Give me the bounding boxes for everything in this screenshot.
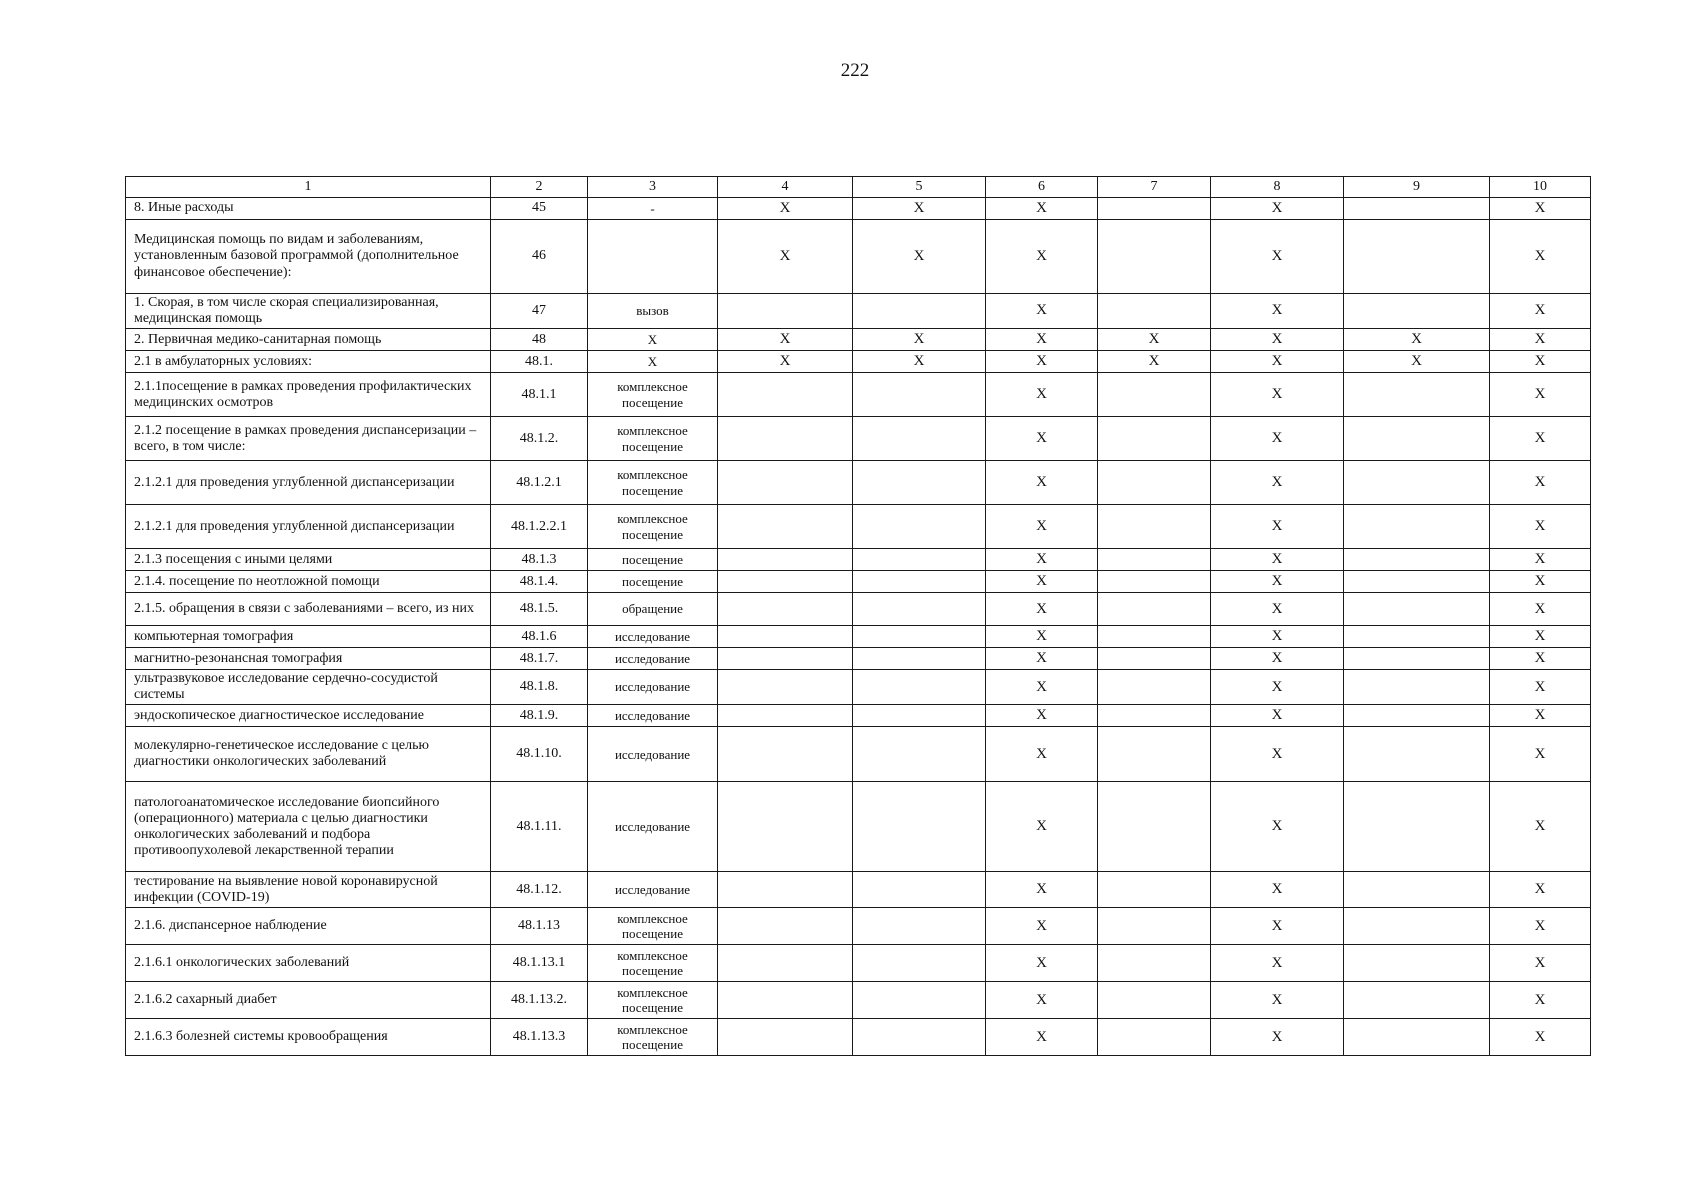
row-col8-cell: X [1211, 351, 1344, 373]
column-header: 9 [1344, 177, 1490, 198]
row-unit-cell: комплексное посещение [588, 373, 718, 417]
row-unit-cell: исследование [588, 727, 718, 782]
column-header: 1 [126, 177, 491, 198]
row-col4-cell [718, 373, 853, 417]
row-col4-cell: X [718, 351, 853, 373]
table-row [126, 373, 1591, 417]
row-col10-cell: X [1490, 670, 1591, 705]
table-row [126, 351, 1591, 373]
row-unit-cell: комплексное посещение [588, 505, 718, 549]
row-col8-cell: X [1211, 782, 1344, 872]
row-col4-cell [718, 670, 853, 705]
row-name-cell: 2.1.6. диспансерное наблюдение [126, 908, 491, 945]
row-col7-cell [1098, 908, 1211, 945]
row-col7-cell: X [1098, 329, 1211, 351]
row-code-cell: 48.1.9. [491, 705, 588, 727]
row-col10-cell: X [1490, 198, 1591, 220]
row-code-cell: 48.1.6 [491, 626, 588, 648]
row-col10-cell: X [1490, 417, 1591, 461]
row-col5-cell [853, 670, 986, 705]
row-col10-cell: X [1490, 782, 1591, 872]
row-col9-cell [1344, 782, 1490, 872]
row-col7-cell [1098, 461, 1211, 505]
table-row [126, 198, 1591, 220]
row-col6-cell: X [986, 648, 1098, 670]
row-col6-cell: X [986, 571, 1098, 593]
row-col6-cell: X [986, 351, 1098, 373]
row-col5-cell [853, 982, 986, 1019]
row-col5-cell: X [853, 329, 986, 351]
row-code-cell: 46 [491, 220, 588, 294]
row-col6-cell: X [986, 782, 1098, 872]
row-col7-cell [1098, 505, 1211, 549]
row-col9-cell [1344, 626, 1490, 648]
row-col8-cell: X [1211, 727, 1344, 782]
row-col10-cell: X [1490, 351, 1591, 373]
row-code-cell: 48.1. [491, 351, 588, 373]
row-col6-cell: X [986, 329, 1098, 351]
row-col7-cell [1098, 727, 1211, 782]
row-col10-cell: X [1490, 461, 1591, 505]
row-col6-cell: X [986, 593, 1098, 626]
table-row [126, 505, 1591, 549]
row-col4-cell [718, 593, 853, 626]
row-name-cell: молекулярно-генетическое исследование с целью диагностики онкологических заболеваний [126, 727, 491, 782]
row-col10-cell: X [1490, 593, 1591, 626]
row-col9-cell: X [1344, 351, 1490, 373]
row-col8-cell: X [1211, 571, 1344, 593]
row-col8-cell: X [1211, 670, 1344, 705]
row-col6-cell: X [986, 670, 1098, 705]
table-row [126, 782, 1591, 872]
row-col8-cell: X [1211, 329, 1344, 351]
row-code-cell: 48.1.5. [491, 593, 588, 626]
table-row [126, 982, 1591, 1019]
table-row [126, 571, 1591, 593]
row-col9-cell [1344, 505, 1490, 549]
row-col10-cell: X [1490, 373, 1591, 417]
row-col8-cell: X [1211, 505, 1344, 549]
row-col5-cell [853, 1019, 986, 1056]
row-col5-cell [853, 461, 986, 505]
row-name-cell: 2. Первичная медико-санитарная помощь [126, 329, 491, 351]
table-row [126, 417, 1591, 461]
row-name-cell: 8. Иные расходы [126, 198, 491, 220]
row-col9-cell [1344, 945, 1490, 982]
row-col5-cell [853, 505, 986, 549]
page-number: 222 [840, 60, 870, 81]
column-header: 10 [1490, 177, 1591, 198]
row-name-cell: ультразвуковое исследование сердечно-сосудистой системы [126, 670, 491, 705]
row-unit-cell: посещение [588, 549, 718, 571]
row-col4-cell [718, 505, 853, 549]
table-row [126, 872, 1591, 908]
row-code-cell: 48.1.8. [491, 670, 588, 705]
row-name-cell: 2.1.2.1 для проведения углубленной диспансеризации [126, 461, 491, 505]
row-col9-cell [1344, 872, 1490, 908]
row-name-cell: компьютерная томография [126, 626, 491, 648]
row-unit-cell: исследование [588, 648, 718, 670]
row-unit-cell: X [588, 329, 718, 351]
row-col10-cell: X [1490, 648, 1591, 670]
row-name-cell: 2.1.6.3 болезней системы кровообращения [126, 1019, 491, 1056]
row-code-cell: 48.1.13.1 [491, 945, 588, 982]
row-col6-cell: X [986, 727, 1098, 782]
row-col9-cell [1344, 1019, 1490, 1056]
row-col10-cell: X [1490, 505, 1591, 549]
row-col7-cell [1098, 626, 1211, 648]
row-col4-cell [718, 1019, 853, 1056]
table-header-row [126, 177, 1591, 198]
row-col6-cell: X [986, 872, 1098, 908]
column-header: 4 [718, 177, 853, 198]
row-col7-cell [1098, 872, 1211, 908]
row-col9-cell [1344, 373, 1490, 417]
row-col9-cell [1344, 908, 1490, 945]
row-col5-cell [853, 373, 986, 417]
table-row [126, 329, 1591, 351]
row-col8-cell: X [1211, 626, 1344, 648]
row-col6-cell: X [986, 626, 1098, 648]
row-unit-cell: X [588, 351, 718, 373]
row-col4-cell: X [718, 220, 853, 294]
data-table [125, 176, 1591, 1056]
row-col7-cell [1098, 945, 1211, 982]
row-col9-cell [1344, 670, 1490, 705]
row-unit-cell: комплексное посещение [588, 1019, 718, 1056]
row-unit-cell: комплексное посещение [588, 908, 718, 945]
row-name-cell: 2.1.3 посещения с иными целями [126, 549, 491, 571]
row-name-cell: эндоскопическое диагностическое исследование [126, 705, 491, 727]
row-col8-cell: X [1211, 461, 1344, 505]
row-col6-cell: X [986, 373, 1098, 417]
row-code-cell: 48.1.12. [491, 872, 588, 908]
row-col5-cell: X [853, 351, 986, 373]
row-col10-cell: X [1490, 945, 1591, 982]
table-row [126, 461, 1591, 505]
row-col10-cell: X [1490, 908, 1591, 945]
table-row [126, 626, 1591, 648]
row-col6-cell: X [986, 417, 1098, 461]
row-col8-cell: X [1211, 648, 1344, 670]
row-name-cell: 2.1.5. обращения в связи с заболеваниями – всего, из них [126, 593, 491, 626]
row-unit-cell [588, 220, 718, 294]
column-header: 5 [853, 177, 986, 198]
row-col5-cell [853, 626, 986, 648]
row-col6-cell: X [986, 294, 1098, 329]
column-header: 8 [1211, 177, 1344, 198]
row-col4-cell [718, 982, 853, 1019]
row-col10-cell: X [1490, 705, 1591, 727]
row-code-cell: 48.1.4. [491, 571, 588, 593]
row-unit-cell: исследование [588, 782, 718, 872]
table-row [126, 549, 1591, 571]
row-col7-cell [1098, 220, 1211, 294]
row-unit-cell: комплексное посещение [588, 461, 718, 505]
column-header: 6 [986, 177, 1098, 198]
row-col5-cell: X [853, 220, 986, 294]
row-col5-cell [853, 417, 986, 461]
row-col6-cell: X [986, 705, 1098, 727]
row-col9-cell [1344, 982, 1490, 1019]
row-col8-cell: X [1211, 593, 1344, 626]
row-col6-cell: X [986, 945, 1098, 982]
row-code-cell: 48.1.3 [491, 549, 588, 571]
row-col9-cell [1344, 727, 1490, 782]
row-col5-cell [853, 549, 986, 571]
row-col6-cell: X [986, 549, 1098, 571]
row-col6-cell: X [986, 505, 1098, 549]
table-row [126, 593, 1591, 626]
row-col4-cell [718, 872, 853, 908]
row-col5-cell [853, 908, 986, 945]
row-col6-cell: X [986, 1019, 1098, 1056]
table-row [126, 727, 1591, 782]
row-code-cell: 48.1.13 [491, 908, 588, 945]
row-col8-cell: X [1211, 1019, 1344, 1056]
row-col5-cell [853, 571, 986, 593]
row-unit-cell: исследование [588, 872, 718, 908]
row-col4-cell [718, 461, 853, 505]
row-col4-cell [718, 571, 853, 593]
row-col8-cell: X [1211, 549, 1344, 571]
row-name-cell: тестирование на выявление новой коронавирусной инфекции (COVID-19) [126, 872, 491, 908]
row-col6-cell: X [986, 461, 1098, 505]
row-col9-cell [1344, 294, 1490, 329]
row-col8-cell: X [1211, 872, 1344, 908]
row-col4-cell: X [718, 198, 853, 220]
row-col9-cell [1344, 461, 1490, 505]
row-col4-cell [718, 945, 853, 982]
row-col8-cell: X [1211, 220, 1344, 294]
row-col4-cell [718, 648, 853, 670]
row-col8-cell: X [1211, 373, 1344, 417]
row-col4-cell [718, 727, 853, 782]
row-col4-cell [718, 705, 853, 727]
row-code-cell: 48.1.2. [491, 417, 588, 461]
row-col10-cell: X [1490, 872, 1591, 908]
row-col10-cell: X [1490, 220, 1591, 294]
row-col6-cell: X [986, 198, 1098, 220]
row-col9-cell [1344, 593, 1490, 626]
row-col4-cell [718, 294, 853, 329]
row-col8-cell: X [1211, 417, 1344, 461]
row-name-cell: 2.1.6.2 сахарный диабет [126, 982, 491, 1019]
row-col7-cell [1098, 705, 1211, 727]
row-col7-cell: X [1098, 351, 1211, 373]
row-col7-cell [1098, 373, 1211, 417]
row-col6-cell: X [986, 908, 1098, 945]
row-col10-cell: X [1490, 727, 1591, 782]
row-col10-cell: X [1490, 982, 1591, 1019]
row-col7-cell [1098, 593, 1211, 626]
row-col5-cell [853, 872, 986, 908]
row-col5-cell [853, 945, 986, 982]
row-unit-cell: комплексное посещение [588, 982, 718, 1019]
row-col5-cell [853, 782, 986, 872]
row-code-cell: 45 [491, 198, 588, 220]
row-col9-cell [1344, 705, 1490, 727]
row-col10-cell: X [1490, 626, 1591, 648]
table-body [126, 198, 1591, 1056]
row-col7-cell [1098, 417, 1211, 461]
row-name-cell: 2.1.1посещение в рамках проведения профилактических медицинских осмотров [126, 373, 491, 417]
row-col9-cell [1344, 571, 1490, 593]
row-unit-cell: исследование [588, 705, 718, 727]
row-col10-cell: X [1490, 549, 1591, 571]
row-code-cell: 48.1.11. [491, 782, 588, 872]
row-col7-cell [1098, 670, 1211, 705]
row-name-cell: 1. Скорая, в том числе скорая специализированная, медицинская помощь [126, 294, 491, 329]
column-header: 2 [491, 177, 588, 198]
row-name-cell: 2.1.2 посещение в рамках проведения диспансеризации – всего, в том числе: [126, 417, 491, 461]
row-code-cell: 48.1.7. [491, 648, 588, 670]
row-code-cell: 48.1.2.2.1 [491, 505, 588, 549]
row-col10-cell: X [1490, 1019, 1591, 1056]
row-code-cell: 48.1.1 [491, 373, 588, 417]
row-col4-cell [718, 626, 853, 648]
row-col4-cell [718, 549, 853, 571]
row-col7-cell [1098, 782, 1211, 872]
table-row [126, 908, 1591, 945]
table-row [126, 670, 1591, 705]
row-col9-cell [1344, 198, 1490, 220]
row-code-cell: 48.1.10. [491, 727, 588, 782]
row-col5-cell [853, 294, 986, 329]
row-name-cell: 2.1 в амбулаторных условиях: [126, 351, 491, 373]
row-col4-cell [718, 417, 853, 461]
table-row [126, 1019, 1591, 1056]
row-col8-cell: X [1211, 945, 1344, 982]
table-row [126, 220, 1591, 294]
row-col5-cell [853, 705, 986, 727]
table-row [126, 705, 1591, 727]
row-col7-cell [1098, 1019, 1211, 1056]
row-col9-cell [1344, 648, 1490, 670]
row-col5-cell [853, 648, 986, 670]
row-col8-cell: X [1211, 705, 1344, 727]
table-row [126, 294, 1591, 329]
row-col7-cell [1098, 982, 1211, 1019]
row-col5-cell [853, 593, 986, 626]
row-code-cell: 48.1.13.2. [491, 982, 588, 1019]
table-row [126, 945, 1591, 982]
row-unit-cell: исследование [588, 670, 718, 705]
row-col8-cell: X [1211, 982, 1344, 1019]
row-unit-cell: вызов [588, 294, 718, 329]
row-col10-cell: X [1490, 329, 1591, 351]
row-unit-cell: посещение [588, 571, 718, 593]
row-col8-cell: X [1211, 908, 1344, 945]
row-col9-cell [1344, 220, 1490, 294]
column-header: 7 [1098, 177, 1211, 198]
row-col9-cell [1344, 417, 1490, 461]
row-name-cell: 2.1.2.1 для проведения углубленной диспансеризации [126, 505, 491, 549]
row-unit-cell: исследование [588, 626, 718, 648]
row-col4-cell: X [718, 329, 853, 351]
row-col8-cell: X [1211, 294, 1344, 329]
row-name-cell: Медицинская помощь по видам и заболеваниям, установленным базовой программой (дополнительное финансовое обеспечение): [126, 220, 491, 294]
row-name-cell: 2.1.6.1 онкологических заболеваний [126, 945, 491, 982]
row-col6-cell: X [986, 220, 1098, 294]
row-col8-cell: X [1211, 198, 1344, 220]
row-code-cell: 48.1.13.3 [491, 1019, 588, 1056]
table-row [126, 648, 1591, 670]
row-col7-cell [1098, 648, 1211, 670]
row-col7-cell [1098, 571, 1211, 593]
row-col10-cell: X [1490, 571, 1591, 593]
row-col9-cell: X [1344, 329, 1490, 351]
column-header: 3 [588, 177, 718, 198]
row-col5-cell [853, 727, 986, 782]
row-code-cell: 48.1.2.1 [491, 461, 588, 505]
row-col10-cell: X [1490, 294, 1591, 329]
row-col6-cell: X [986, 982, 1098, 1019]
row-unit-cell: комплексное посещение [588, 417, 718, 461]
row-unit-cell: комплексное посещение [588, 945, 718, 982]
row-col9-cell [1344, 549, 1490, 571]
row-col4-cell [718, 782, 853, 872]
row-name-cell: магнитно-резонансная томография [126, 648, 491, 670]
row-name-cell: 2.1.4. посещение по неотложной помощи [126, 571, 491, 593]
row-code-cell: 48 [491, 329, 588, 351]
row-col7-cell [1098, 294, 1211, 329]
row-col4-cell [718, 908, 853, 945]
row-col7-cell [1098, 549, 1211, 571]
row-col7-cell [1098, 198, 1211, 220]
row-code-cell: 47 [491, 294, 588, 329]
row-name-cell: патологоанатомическое исследование биопсийного (операционного) материала с целью диагностики онкологических заболеваний и подбора противоопухолевой лекарственной терапии [126, 782, 491, 872]
row-unit-cell: - [588, 198, 718, 220]
row-col5-cell: X [853, 198, 986, 220]
row-unit-cell: обращение [588, 593, 718, 626]
